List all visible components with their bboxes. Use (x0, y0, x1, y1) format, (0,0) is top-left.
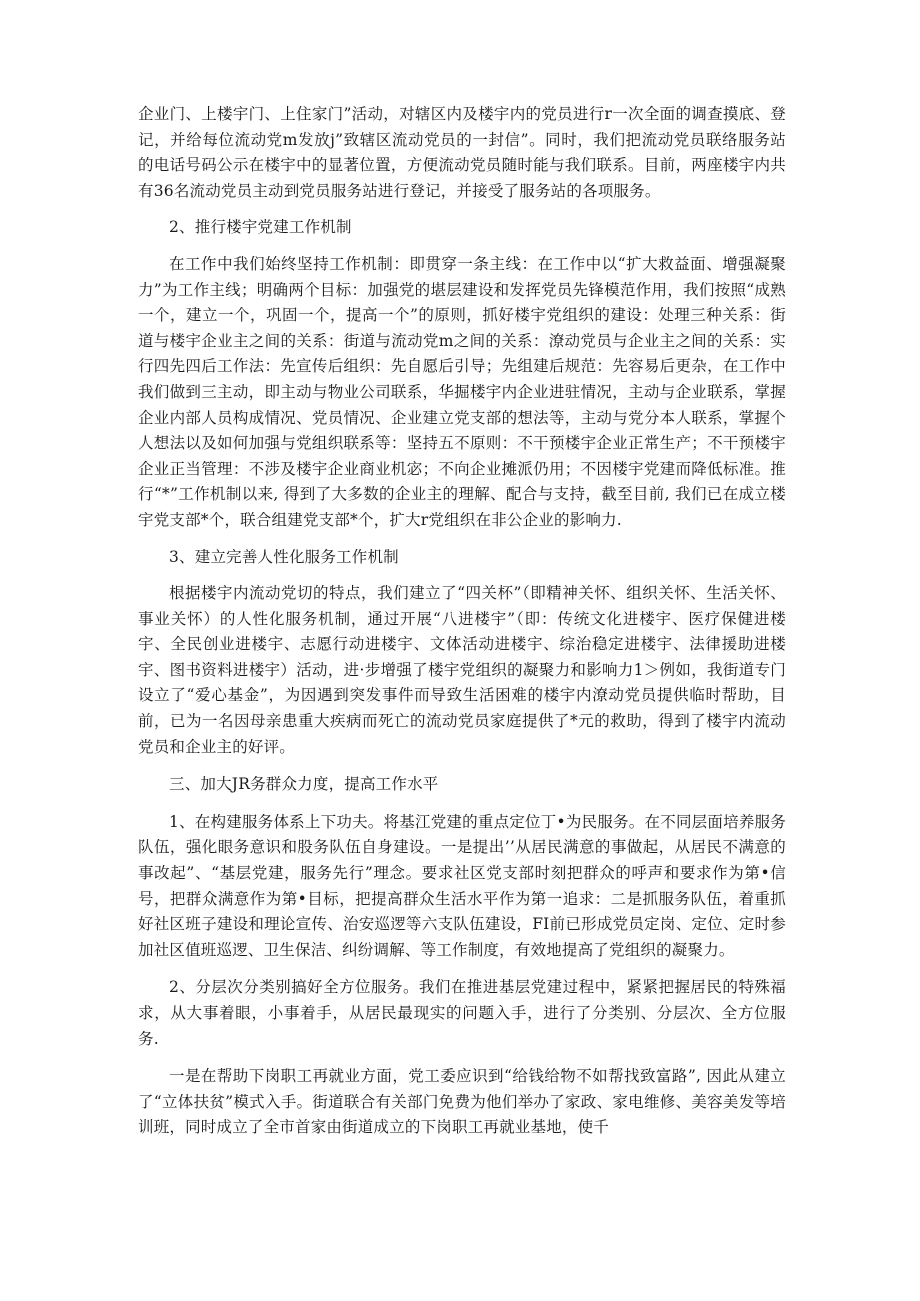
spacer (138, 760, 786, 772)
section-heading-2: 2、推行楼宇党建工作机制 (169, 218, 352, 237)
paragraph-layered-service: 2、分层次分类别搞好全方位服务。我们在推进基层党建过程中，紧紧把握居民的特殊福求，从大事着眼，小事着手，从居民最现实的问题入手，进行了分类别、分层次、全方位服务. (138, 978, 786, 1048)
document-page (138, 102, 786, 1141)
spacer (138, 798, 786, 810)
chapter-heading-3: 三、加大JR务群众力度，提高工作水平 (169, 775, 439, 794)
section-heading-3: 3、建立完善人性化服务工作机制 (169, 547, 399, 566)
spacer (138, 1052, 786, 1064)
spacer (138, 963, 786, 975)
spacer (138, 204, 786, 215)
spacer (138, 534, 786, 545)
paragraph-registration: 企业门、上楼宇门、上住家门”活动，对辖区内及楼宇内的党员进行r一次全面的调查摸底、登记，并给每位流动党m发放j”致辖区流动党员的一封信”。同时，我们把流动党员联络服务站的电话号码公示在楼宇中的显著位置，方便流动党员随时能与我们联系。目前，两座楼宇内共有36名流动党员主动到党员服务站进行登记，并接受了服务站的各项服务。 (138, 105, 786, 200)
paragraph-reemployment: 一是在帮助下岗职工再就业方面，党工委应识到“给钱给物不如帮找致富路”, 因此从建立了“立体扶贫”模式入手。街道联合有关部门免费为他们举办了家政、家电维修、美容美发等培训班，同时成立了全市首家由街道成立的下岗职工再就业基地，使千 (138, 1067, 786, 1137)
paragraph-humanized-service: 根据楼宇内流动党切的特点，我们建立了“四关杯”（即精神关怀、组织关怀、生活关怀、事业关怀）的人性化服务机制，通过开展“八进楼宇”（即：传统文化进楼宇、医疗保健进楼宇、全民创业进楼宇、志愿行动进楼宇、文体活动进楼宇、综治稳定进楼宇、法律援助进楼宇、图书资料进楼宇）活动，进·步增强了楼宇党组织的凝聚力和影响力1＞例如，我街道专门设立了“爱心基金”，为因遇到突发事件而导致生活困难的楼宇内潦动党员提供临时帮助，目前，已为一名因母亲患重大疾病而死亡的流动党员家庭提供了*元的救助，得到了楼宇内流动党员和企业主的好评。 (138, 584, 786, 756)
paragraph-work-mechanism: 在工作中我们始终坚持工作机制：即贯穿一条主线：在工作中以“扩大救益面、增强凝聚力”为工作主线；明确两个目标：加强党的堪层建设和发挥党员先锋模范作用，我们按照“成熟一个，建立一个，巩固一个，提高一个”的原则，抓好楼宇党组织的建设：处理三种关系：街道与楼宇企业主之间的关系：街道与流动党m之间的关系：潦动党员与企业主之间的关系：实行四先四后工作法：先宣传后组织：先自愿后引导；先组建后规范：先容易后更杂，在工作中我们做到三主动，即主动与物业公司联系，华掘楼宇内企业进驻情况，主动与企业联系，掌握企业内部人员构成情况、党员情况、企业建立党支部的想法等，主动与党分本人联系，掌握个人想法以及如何加强与党组织联系等：坚持五不原则：不干预楼宇企业正常生产；不干预楼宇企业正当管理：不涉及楼宇企业商业机宓；不向企业摊派仍用；不因楼宇党建而降低标准。推行“*”工作机制以来, 得到了大多数的企业主的理解、配合与支持，截至目前, 我们已在成立楼宇党支部*个，联合组建党支部*个，扩大r党组织在非公企业的影响力. (138, 254, 786, 529)
spacer (138, 241, 786, 252)
spacer (138, 570, 786, 581)
paragraph-service-system: 1、在构建服务体系上下功夫。将基江党建的重点定位丁•为民服务。在不同层面培养服务队伍，强化眼务意识和股务队伍自身建设。一是提出’’从居民满意的事做起，从居民不满意的事改起”、“基层党建，服务先行”理念。要求社区党支部时刻把群众的呼声和要求作为第•信号，把群众满意作为第•目标，把提高群众生活水平作为第一追求：二是抓服务队伍，着重抓好社区班子建设和理论宣传、治安巡逻等六支队伍建设，FI前已形成党员定岗、定位、定时参加社区值班巡逻、卫生保洁、纠纷调解、等工作制度，有效地提高了党组织的凝聚力。 (138, 812, 786, 959)
